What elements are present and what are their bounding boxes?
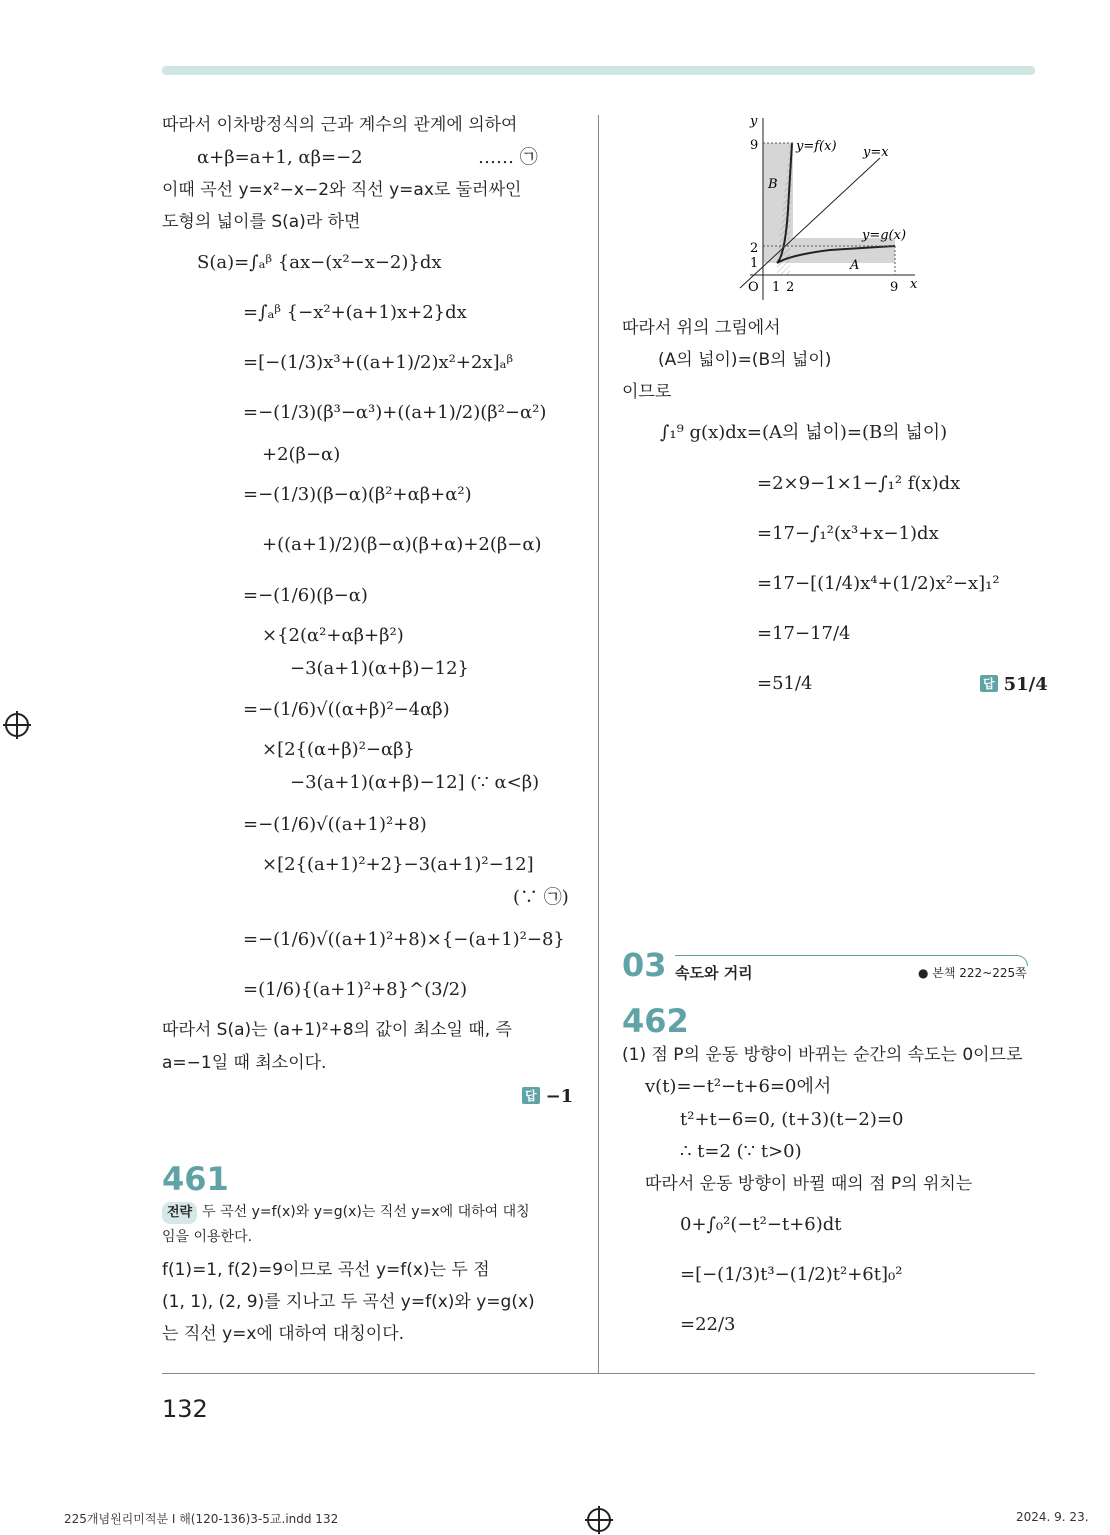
region-a-label: A [850,258,860,273]
answer-461 [980,674,1048,695]
text-line: (1) 점 P의 운동 방향이 바뀌는 순간의 속도는 0이므로 [622,1045,1023,1065]
math-line: 0+∫₀²(−t²−t+6)dt [680,1214,842,1235]
tick-y-2: 2 [750,241,759,256]
tick-x-9: 9 [890,280,899,295]
text-line: 따라서 운동 방향이 바뀔 때의 점 P의 위치는 [645,1174,973,1194]
answer-badge: 답 [522,1087,540,1104]
math-line: =2×9−1×1−∫₁² f(x)dx [757,473,961,494]
line-label: y=x [863,145,889,160]
math-line: +2(β−α) [262,444,341,465]
math-line: −3(a+1)(α+β)−12] (∵ α<β) [290,772,540,793]
tick-x-1: 1 [772,280,781,295]
math-line: −3(a+1)(α+β)−12} [290,658,469,679]
x-axis-label: x [910,277,918,292]
text-line: 이때 곡선 y=x²−x−2와 직선 y=ax로 둘러싸인 [162,180,522,200]
section-number: 03 [622,946,667,984]
tick-x-2: 2 [786,280,795,295]
text-line: (A의 넓이)=(B의 넓이) [658,350,832,370]
math-line: =−(1/6)√((a+1)²+8) [243,814,427,835]
problem-number-461: 461 [162,1160,229,1198]
registration-mark-icon [587,1508,611,1532]
strategy-text-cont: 임을 이용한다. [162,1229,253,1245]
strategy-text: 두 곡선 y=f(x)와 y=g(x)는 직선 y=x에 대하여 대칭 [202,1204,530,1220]
math-line: =−(1/6)√((a+1)²+8)×{−(a+1)²−8} [243,929,565,950]
tick-y-9: 9 [750,138,759,153]
math-line: =∫ₐᵝ {−x²+(a+1)x+2}dx [243,302,467,323]
text-line: 도형의 넓이를 S(a)라 하면 [162,212,361,232]
text-line: 따라서 위의 그림에서 [622,318,781,338]
y-axis-label: y [750,114,758,129]
answer-value: −1 [545,1086,574,1107]
footer-filename: 225개념원리미적분 I 해(120-136)3-5교.indd 132 [64,1512,339,1526]
math-line: ×{2(α²+αβ+β²) [262,625,404,646]
math-line: ×[2{(a+1)²+2}−3(a+1)²−12] [262,854,534,875]
problem-number-462: 462 [622,1002,689,1040]
equation-tag: …… ㉠ [478,147,538,168]
section-title: 속도와 거리 [675,964,753,982]
math-line: =17−17/4 [757,623,851,644]
text-line: 따라서 S(a)는 (a+1)²+8의 값이 최소일 때, 즉 [162,1020,512,1040]
footer-divider [162,1373,1035,1374]
text-line: (1, 1), (2, 9)를 지나고 두 곡선 y=f(x)와 y=g(x) [162,1292,535,1312]
function-graph [730,110,930,305]
math-line: ×[2{(α+β)²−αβ} [262,739,416,760]
text-line: a=−1일 때 최소이다. [162,1053,327,1073]
math-line: S(a)=∫ₐᵝ {ax−(x²−x−2)}dx [197,252,442,273]
text-line: f(1)=1, f(2)=9이므로 곡선 y=f(x)는 두 점 [162,1260,490,1280]
math-line: =(1/6){(a+1)²+8}^(3/2) [243,979,468,1000]
math-line: =17−∫₁²(x³+x−1)dx [757,523,939,544]
tick-y-1: 1 [750,256,759,271]
text-line: 이므로 [622,382,672,402]
page-number: 132 [162,1395,208,1423]
math-line: =22/3 [680,1314,736,1335]
math-line: ∴ t=2 (∵ t>0) [680,1141,802,1162]
section-reference: ● 본책 222~225쪽 [918,966,1027,980]
f-label: y=f(x) [796,139,837,154]
math-line: =−(1/3)(β−α)(β²+αβ+α²) [243,484,472,505]
math-line: (∵ ㉠) [513,887,569,908]
text-line: 는 직선 y=x에 대하여 대칭이다. [162,1324,405,1344]
region-b-label: B [768,177,778,192]
answer-value: 51/4 [1003,674,1048,695]
answer-460 [522,1086,573,1107]
math-line: ∫₁⁹ g(x)dx=(A의 넓이)=(B의 넓이) [660,422,948,443]
text-line: 따라서 이차방정식의 근과 계수의 관계에 의하여 [162,115,518,135]
strategy-badge: 전략 [162,1202,197,1224]
strategy-line [162,1201,530,1224]
answer-badge: 답 [980,675,998,692]
math-line: =−(1/6)√((α+β)²−4αβ) [243,699,450,720]
column-divider [598,115,599,1373]
math-line: t²+t−6=0, (t+3)(t−2)=0 [680,1109,904,1130]
g-label: y=g(x) [862,228,907,243]
math-line: α+β=a+1, αβ=−2 [197,147,363,168]
header-bar [162,66,1035,75]
math-line: v(t)=−t²−t+6=0에서 [645,1076,832,1097]
math-line: =[−(1/3)t³−(1/2)t²+6t]₀² [680,1264,903,1285]
footer-date: 2024. 9. 23. [1016,1510,1089,1524]
math-line: =−(1/6)(β−α) [243,585,368,606]
registration-mark-icon [5,713,29,737]
math-line: +((a+1)/2)(β−α)(β+α)+2(β−α) [262,534,542,555]
math-line: =−(1/3)(β³−α³)+((a+1)/2)(β²−α²) [243,402,547,423]
math-line: =51/4 [757,673,813,694]
origin-label: O [748,280,759,295]
math-line: =17−[(1/4)x⁴+(1/2)x²−x]₁² [757,573,1000,594]
math-line: =[−(1/3)x³+((a+1)/2)x²+2x]ₐᵝ [243,352,514,373]
